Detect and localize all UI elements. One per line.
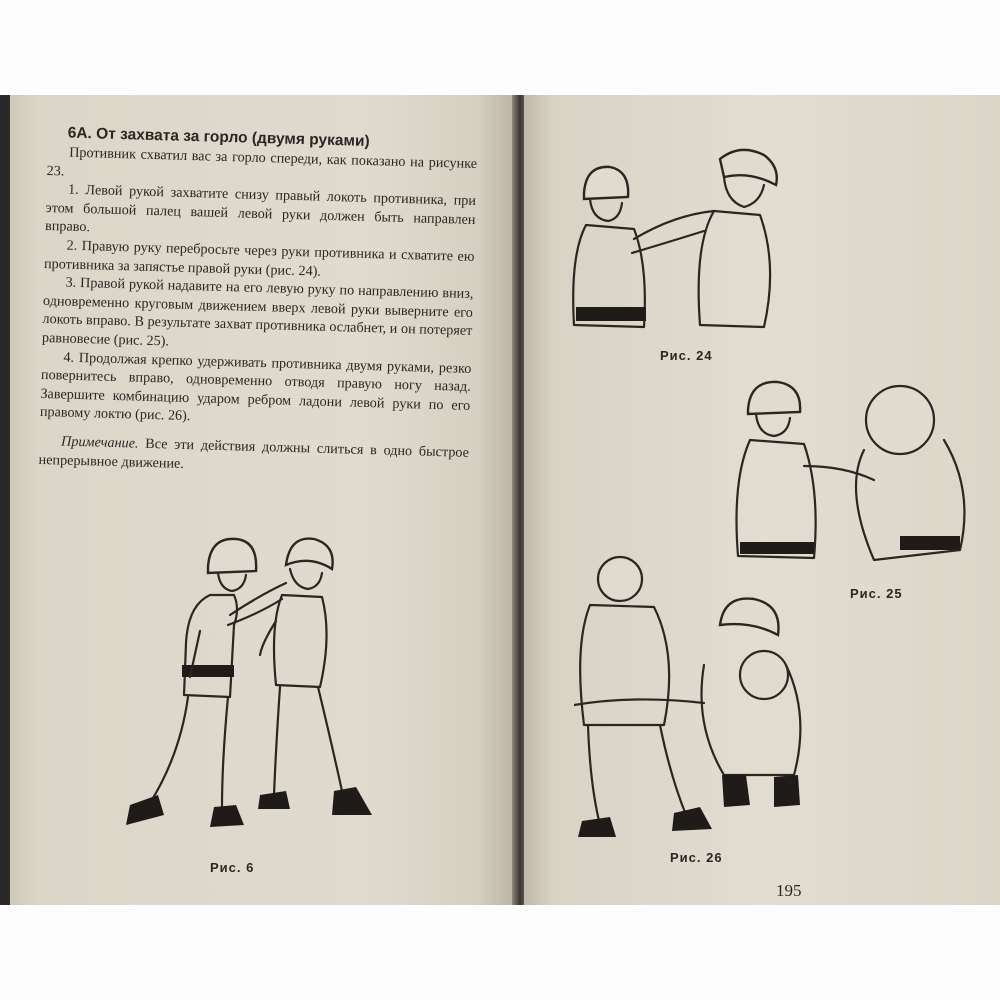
section-heading: 6А. От захвата за горло (двумя руками) <box>67 124 370 150</box>
figure-6-illustration <box>110 525 390 835</box>
figure-25-illustration <box>724 370 984 580</box>
paragraph: 3. Правой рукой надавите на его левую руку по направлению вниз, одновременно круговым движением вверх левой руки выверните его локоть вправо. В результате захват противника ослабнет, и он потеряет равновесие (рис. 25). <box>41 274 474 350</box>
paragraph: 1. Левой рукой захватите снизу правый локоть противника, при этом большой палец вашей левой руки должен быть направлен вправо. <box>44 181 477 236</box>
text-block <box>38 123 478 495</box>
figure-25-caption: Рис. 25 <box>850 586 903 601</box>
figure-24-illustration <box>564 145 834 345</box>
page-number: 195 <box>776 881 802 900</box>
paragraph: Противник схватил вас за горло спереди, как показано на рисунке 23. <box>46 144 478 180</box>
right-page <box>524 95 1000 905</box>
figure-26-illustration <box>574 555 834 855</box>
open-book <box>0 95 1000 905</box>
figure-24-caption: Рис. 24 <box>660 348 713 363</box>
note-label: Примечание. <box>60 433 139 452</box>
paragraph: 4. Продолжая крепко удерживать противника двумя руками, резко повернитесь вправо, одновременно отводя правую ногу назад. Завершите комбинацию ударом ребром ладони левой руки по его правому локтю (рис. 26). <box>39 349 472 425</box>
note-text: Все эти действия должны слиться в одно быстрое непрерывное движение. <box>38 435 470 472</box>
note <box>38 432 469 481</box>
figure-6-caption: Рис. 6 <box>210 860 255 875</box>
paragraph: 2. Правую руку перебросьте через руки противника и схватите ею противника за запястье правой руки (рис. 24). <box>43 237 475 280</box>
figure-26-caption: Рис. 26 <box>670 850 723 865</box>
left-page <box>10 95 518 905</box>
